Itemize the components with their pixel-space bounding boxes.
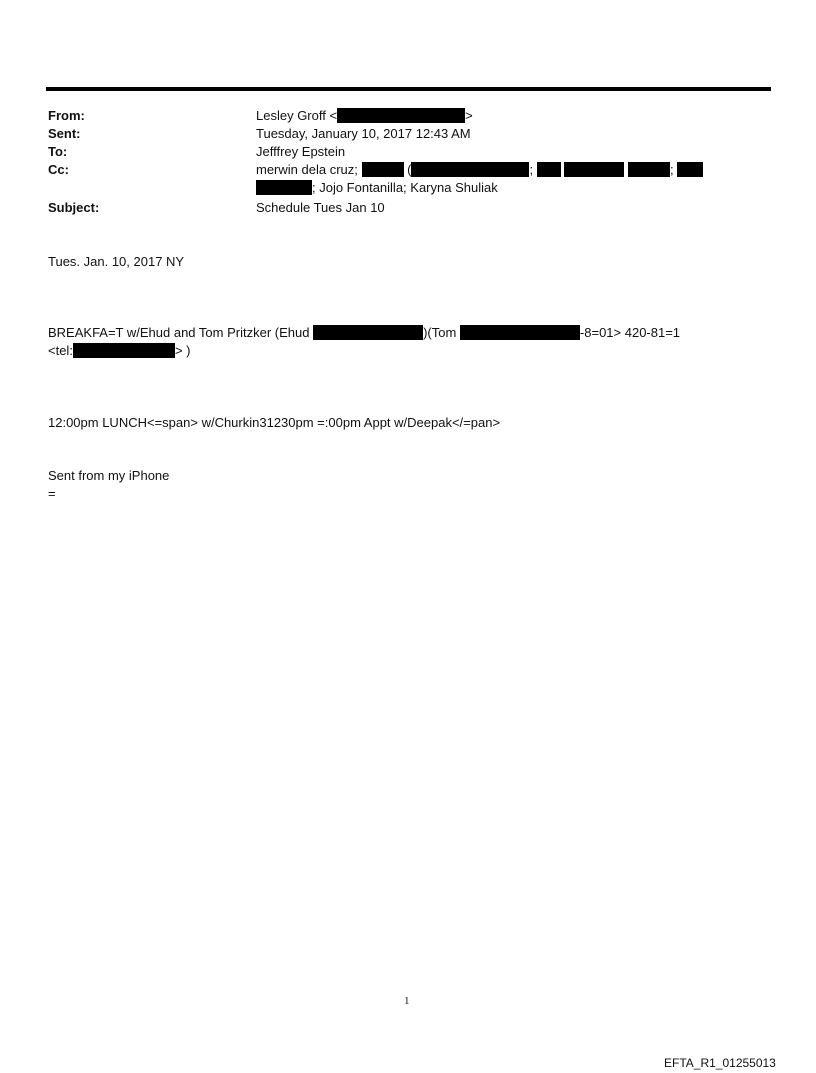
redaction-box	[337, 108, 465, 123]
eq-line: =	[48, 486, 56, 501]
from-value	[256, 107, 473, 125]
cc-line-2-text: ; Jojo Fontanilla; Karyna Shuliak	[312, 180, 498, 195]
tel-line	[48, 342, 190, 360]
subject-value: Schedule Tues Jan 10	[256, 200, 385, 215]
date-line: Tues. Jan. 10, 2017 NY	[48, 254, 185, 269]
redaction-box	[564, 162, 624, 177]
page-number: 1	[404, 995, 410, 1007]
subject-label: Subject:	[48, 200, 100, 215]
breakfast-text-c: -8=01> 420-81=1	[579, 325, 681, 340]
from-name: Lesley Groff <	[256, 108, 338, 123]
cc-name-1: merwin dela cruz;	[256, 162, 358, 177]
from-label: From:	[48, 108, 85, 123]
breakfast-text-b: )(Tom	[423, 325, 457, 340]
signature: Sent from my iPhone	[48, 468, 170, 483]
redaction-box	[677, 162, 703, 177]
redaction-box	[73, 343, 175, 358]
cc-label: Cc:	[48, 162, 69, 177]
breakfast-text-a: BREAKFA=T w/Ehud and Tom Pritzker (Ehud	[48, 325, 310, 340]
bates-number: EFTA_R1_01255013	[664, 1056, 776, 1070]
tel-text-b: > )	[174, 343, 191, 358]
redaction-box	[460, 325, 580, 340]
redaction-box	[411, 162, 529, 177]
cc-line-2	[256, 179, 498, 197]
cc-line-1	[256, 161, 703, 179]
redaction-box	[313, 325, 423, 340]
cc-sep-1: ;	[529, 162, 534, 177]
tel-text-a: <tel:	[48, 343, 73, 358]
redaction-box	[537, 162, 561, 177]
to-value: Jefffrey Epstein	[256, 144, 346, 159]
breakfast-line	[48, 324, 680, 342]
cc-paren: (	[407, 162, 412, 177]
sent-value: Tuesday, January 10, 2017 12:43 AM	[256, 126, 471, 141]
redaction-box	[256, 180, 312, 195]
to-label: To:	[48, 144, 68, 159]
sent-label: Sent:	[48, 126, 81, 141]
redaction-box	[362, 162, 404, 177]
lunch-line: 12:00pm LUNCH<=span> w/Churkin31230pm =:00pm Appt w/Deepak</=pan>	[48, 415, 501, 430]
redaction-box	[628, 162, 670, 177]
header-rule	[46, 87, 771, 91]
from-close: >	[465, 108, 473, 123]
cc-sep-2: ;	[669, 162, 674, 177]
